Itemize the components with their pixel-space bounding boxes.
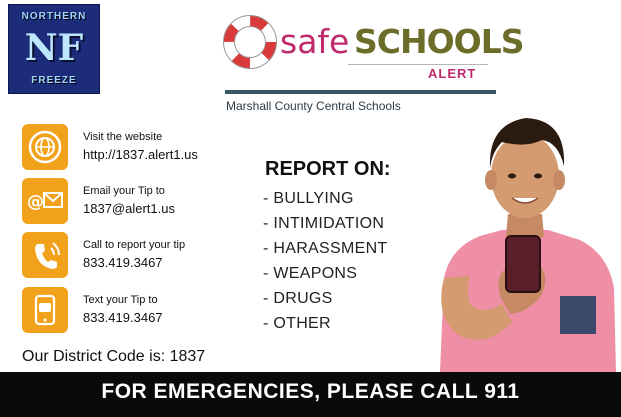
district-name: Marshall County Central Schools — [226, 99, 401, 113]
boy-with-phone-image — [430, 108, 621, 372]
contact-website[interactable] — [22, 124, 242, 172]
life-ring-icon — [222, 14, 278, 70]
report-item: - INTIMIDATION — [263, 215, 385, 232]
report-item: - DRUGS — [263, 290, 333, 307]
logo-letters: NF — [24, 27, 84, 69]
safeschools-alert-logo — [222, 10, 524, 90]
report-list — [263, 186, 388, 336]
contact-text[interactable] — [22, 287, 242, 335]
svg-text:@: @ — [27, 192, 44, 212]
website-link[interactable]: http://1837.alert1.us — [83, 147, 198, 162]
email-icon — [22, 178, 68, 224]
report-item: - HARASSMENT — [263, 240, 388, 257]
report-item: - BULLYING — [263, 190, 354, 207]
contact-label: Email your Tip to — [83, 185, 165, 197]
report-item: - WEAPONS — [263, 265, 358, 282]
report-item: - OTHER — [263, 315, 331, 332]
logo-safe-text: safe — [280, 22, 350, 61]
district-code: Our District Code is: 1837 — [22, 348, 206, 365]
phone-icon — [22, 232, 68, 278]
contact-label: Call to report your tip — [83, 239, 186, 251]
emergency-banner: FOR EMERGENCIES, PLEASE CALL 911 — [0, 372, 621, 417]
logo-bottom-text: FREEZE — [31, 75, 77, 86]
northern-freeze-logo — [8, 4, 100, 94]
contact-email[interactable] — [22, 178, 242, 226]
logo-alert-text: ALERT — [428, 66, 477, 81]
text-message-icon — [22, 287, 68, 333]
contact-label: Text your Tip to — [83, 294, 158, 306]
contact-label: Visit the website — [83, 131, 163, 143]
text-number[interactable]: 833.419.3467 — [83, 310, 163, 325]
phone-number[interactable]: 833.419.3467 — [83, 255, 163, 270]
contact-phone[interactable] — [22, 232, 242, 280]
logo-divider — [348, 64, 488, 65]
logo-top-text: NORTHERN — [21, 11, 87, 22]
email-link[interactable]: 1837@alert1.us — [83, 201, 175, 216]
logo-schools-text: SCHOOLS — [354, 22, 524, 61]
report-on-heading: REPORT ON: — [265, 158, 391, 180]
globe-icon — [22, 124, 68, 170]
header-divider — [225, 90, 496, 94]
